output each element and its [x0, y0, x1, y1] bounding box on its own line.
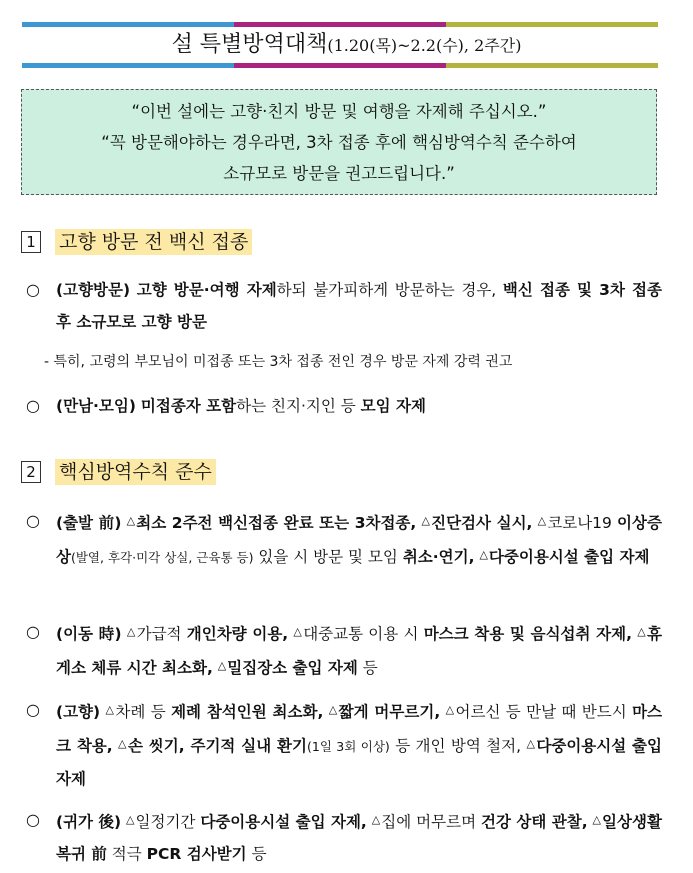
triangle-icon: △ — [537, 514, 547, 527]
bar-segment-purple — [234, 63, 446, 68]
section-2-item-4 — [26, 804, 662, 870]
notice-line-2: “꼭 방문해야하는 경우라면, 3차 접종 후에 핵심방역수칙 준수하여 — [101, 133, 577, 152]
body-text: 어르신 등 만날 때 반드시 — [455, 703, 627, 721]
body-text: 집에 머무르며 — [381, 813, 477, 831]
section-title: 핵심방역수칙 준수 — [55, 459, 216, 485]
section-2-heading — [21, 459, 216, 485]
triangle-icon: △ — [126, 514, 136, 527]
section-2-item-1 — [26, 505, 662, 574]
triangle-icon: △ — [293, 625, 303, 638]
bold-text: 짧게 머무르기, — [338, 703, 441, 721]
bold-text: 백신 접종 및 3차 접종 후 소규모로 고향 방문 — [56, 281, 662, 331]
bold-text: 제례 참석인원 최소화, — [171, 703, 324, 721]
body-text: 차례 등 — [115, 703, 166, 721]
body-text: 하되 불가피하게 방문하는 경우, — [276, 281, 497, 299]
bold-text: 다중이용시설 출입 자제, — [200, 813, 367, 831]
bullet-circle-icon: ○ — [26, 810, 40, 829]
item-tag: (출발 前) — [56, 514, 122, 532]
section-1-note: - 특히, 고령의 부모님이 미접종 또는 3차 접종 전인 경우 방문 자제 강력 권고 — [44, 354, 513, 370]
triangle-icon: △ — [328, 703, 338, 716]
bar-segment-olive — [446, 22, 658, 27]
page-title — [0, 30, 693, 61]
bold-text: 다중이용시설 출입 자제 — [488, 548, 650, 566]
body-text: 코로나19 — [547, 514, 612, 532]
triangle-icon: △ — [592, 813, 602, 826]
section-number-box: 2 — [21, 461, 41, 483]
bold-text: 최소 2주전 백신접종 완료 또는 3차접종, — [136, 514, 417, 532]
bar-segment-purple — [234, 22, 446, 27]
bold-text: 일상생활 복귀 前 — [56, 813, 662, 863]
notice-box — [21, 89, 657, 195]
bullet-circle-icon: ○ — [26, 622, 40, 641]
bold-text: 손 씻기, 주기적 실내 환기 — [127, 737, 307, 755]
section-1-heading — [21, 229, 252, 255]
section-2-item-2 — [26, 616, 662, 684]
bullet-circle-icon: ○ — [26, 511, 40, 530]
item-tag: (이동 時) — [56, 625, 122, 643]
section-2-item-3 — [26, 694, 662, 795]
triangle-icon: △ — [421, 514, 431, 527]
bold-text: 밀집장소 출입 자제 — [227, 659, 358, 677]
bold-text: 휴게소 체류 시간 최소화, — [56, 625, 663, 677]
bold-text: PCR 검사받기 — [146, 845, 247, 863]
bold-text: 개인차량 이용, — [186, 625, 289, 643]
triangle-icon: △ — [526, 737, 536, 750]
bar-segment-blue — [22, 22, 234, 27]
bold-text: 취소·연기, — [402, 548, 475, 566]
bold-text: 다중이용시설 출입 자제 — [56, 737, 663, 788]
bold-text: 진단검사 실시, — [431, 514, 533, 532]
title-period: (1.20(목)~2.2(수), 2주간) — [327, 36, 522, 55]
bar-segment-blue — [22, 63, 234, 68]
bold-text: 이상증상 — [56, 514, 662, 566]
item-tag: (만남·모임) — [56, 397, 136, 415]
header-top-bar — [22, 22, 658, 27]
triangle-icon: △ — [118, 737, 127, 750]
header-bottom-bar — [22, 63, 658, 68]
section-number-box: 1 — [21, 231, 41, 253]
small-text: (1일 3회 이상) — [306, 739, 390, 754]
bullet-circle-icon: ○ — [26, 700, 40, 719]
item-tag: (고향방문) — [56, 281, 131, 299]
bold-text: 마스크 착용, — [56, 703, 663, 755]
body-text: 하는 친지·지인 등 — [236, 397, 356, 415]
triangle-icon: △ — [371, 813, 381, 826]
body-text: 등 — [362, 659, 378, 677]
triangle-icon: △ — [126, 625, 136, 638]
triangle-icon: △ — [479, 548, 488, 561]
body-text: 대중교통 이용 시 — [303, 625, 419, 643]
body-text: 적극 — [111, 845, 142, 863]
body-text: 있을 시 방문 및 모임 — [258, 548, 398, 566]
section-1-item-2 — [26, 390, 662, 422]
section-1-item-1 — [26, 274, 662, 338]
triangle-icon: △ — [126, 813, 135, 826]
bullet-circle-icon: ○ — [26, 396, 40, 415]
bar-segment-olive — [446, 63, 658, 68]
body-text: 등 — [251, 845, 267, 863]
triangle-icon: △ — [217, 659, 227, 672]
triangle-icon: △ — [445, 703, 455, 716]
bold-text: 마스크 착용 및 음식섭취 자제, — [423, 625, 633, 643]
item-tag: (귀가 後) — [56, 813, 122, 831]
bold-text: 미접종자 포함 — [140, 397, 237, 415]
item-tag: (고향) — [56, 703, 101, 721]
notice-line-3: 소규모로 방문을 권고드립니다.” — [223, 164, 455, 183]
body-text: 일정기간 — [135, 813, 196, 831]
section-title: 고향 방문 전 백신 접종 — [55, 229, 252, 255]
triangle-icon: △ — [637, 625, 647, 638]
small-text: (발열, 후각·미각 상실, 근육통 등) — [70, 550, 254, 565]
body-text: 가급적 — [136, 625, 182, 643]
title-main: 설 특별방역대책 — [171, 32, 328, 57]
bullet-circle-icon: ○ — [26, 280, 40, 299]
bold-text: 고향 방문·여행 자제 — [136, 281, 277, 299]
bold-text: 건강 상태 관찰, — [481, 813, 588, 831]
body-text: 등 개인 방역 철저, — [395, 737, 522, 755]
notice-line-1: “이번 설에는 고향·친지 방문 및 여행을 자제해 주십시오.” — [131, 102, 547, 121]
bold-text: 모임 자제 — [360, 397, 426, 415]
triangle-icon: △ — [105, 703, 115, 716]
